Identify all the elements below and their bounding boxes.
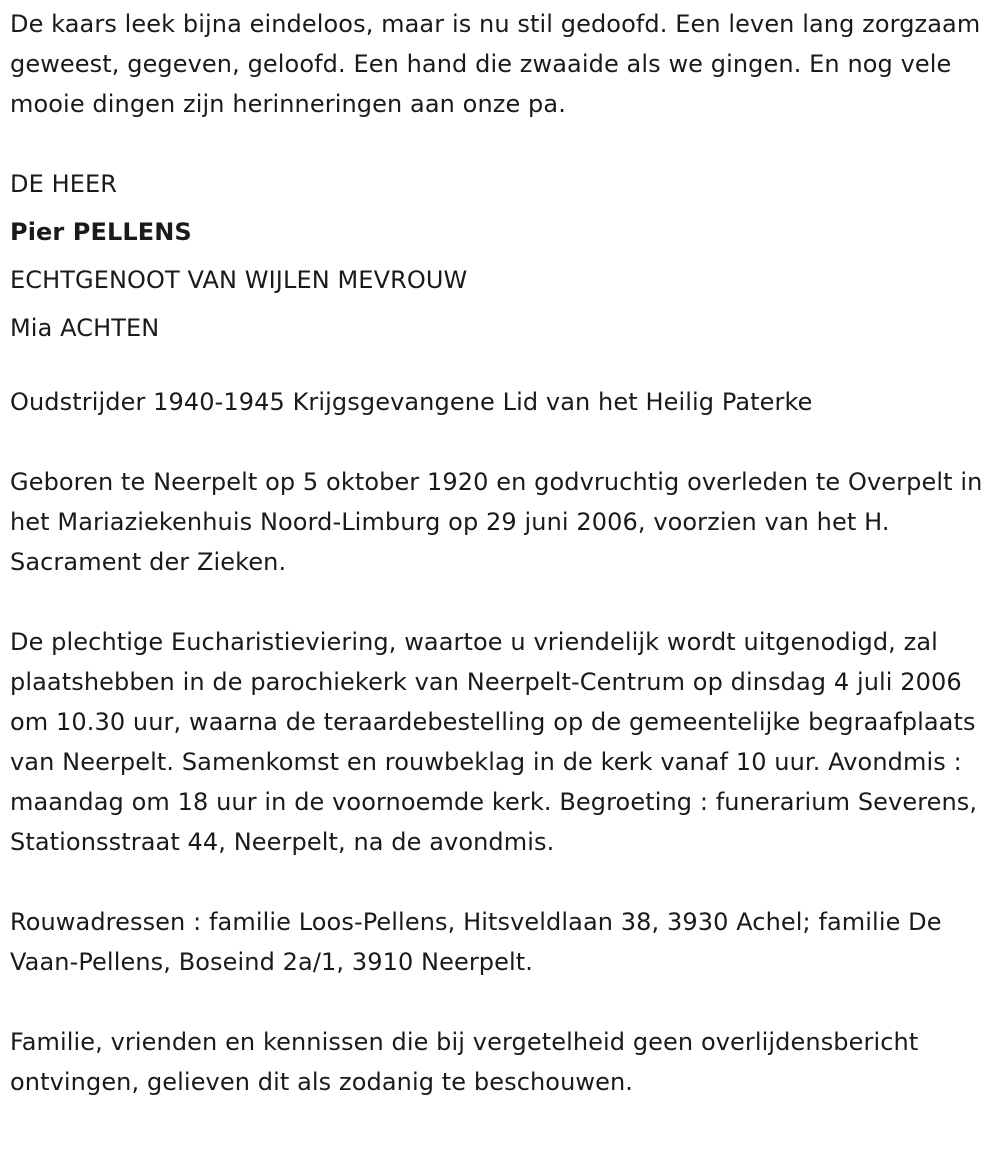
spouse-line: ECHTGENOOT VAN WIJLEN MEVROUW [10,266,468,294]
deceased-name: Pier PELLENS [10,218,192,246]
titles-paragraph: Oudstrijder 1940-1945 Krijgsgevangene Lid van het Heilig Paterke [10,388,813,416]
addresses-paragraph: Rouwadressen : familie Loos-Pellens, Hitsveldlaan 38, 3930 Achel; familie De Vaan-Pellens, Boseind 2a/1, 3910 Neerpelt. [10,908,942,976]
deceased-header [10,160,995,352]
intro-poem: De kaars leek bijna eindeloos, maar is nu stil gedoofd. Een leven lang zorgzaam geweest, gegeven, geloofd. Een hand die zwaaide als we gingen. En nog vele mooie dingen zijn herinneringen aan onze pa. [10,10,981,118]
obituary-document [10,4,995,1102]
closing-paragraph: Familie, vrienden en kennissen die bij vergetelheid geen overlijdensbericht ontvingen, gelieven dit als zodanig te beschouwen. [10,1028,919,1096]
birth-death-paragraph: Geboren te Neerpelt op 5 oktober 1920 en godvruchtig overleden te Overpelt in het Mariaziekenhuis Noord-Limburg op 29 juni 2006, voorzien van het H. Sacrament der Zieken. [10,468,983,576]
title-line: DE HEER [10,170,118,198]
spouse-name: Mia ACHTEN [10,314,160,342]
ceremony-paragraph: De plechtige Eucharistieviering, waartoe u vriendelijk wordt uitgenodigd, zal plaatshebben in de parochiekerk van Neerpelt-Centrum op dinsdag 4 juli 2006 om 10.30 uur, waarna de teraardebestelling op de gemeentelijke begraafplaats van Neerpelt. Samenkomst en rouwbeklag in de kerk vanaf 10 uur. Avondmis : maandag om 18 uur in de voornoemde kerk. Begroeting : funerarium Severens, Stationsstraat 44, Neerpelt, na de avondmis. [10,628,978,856]
